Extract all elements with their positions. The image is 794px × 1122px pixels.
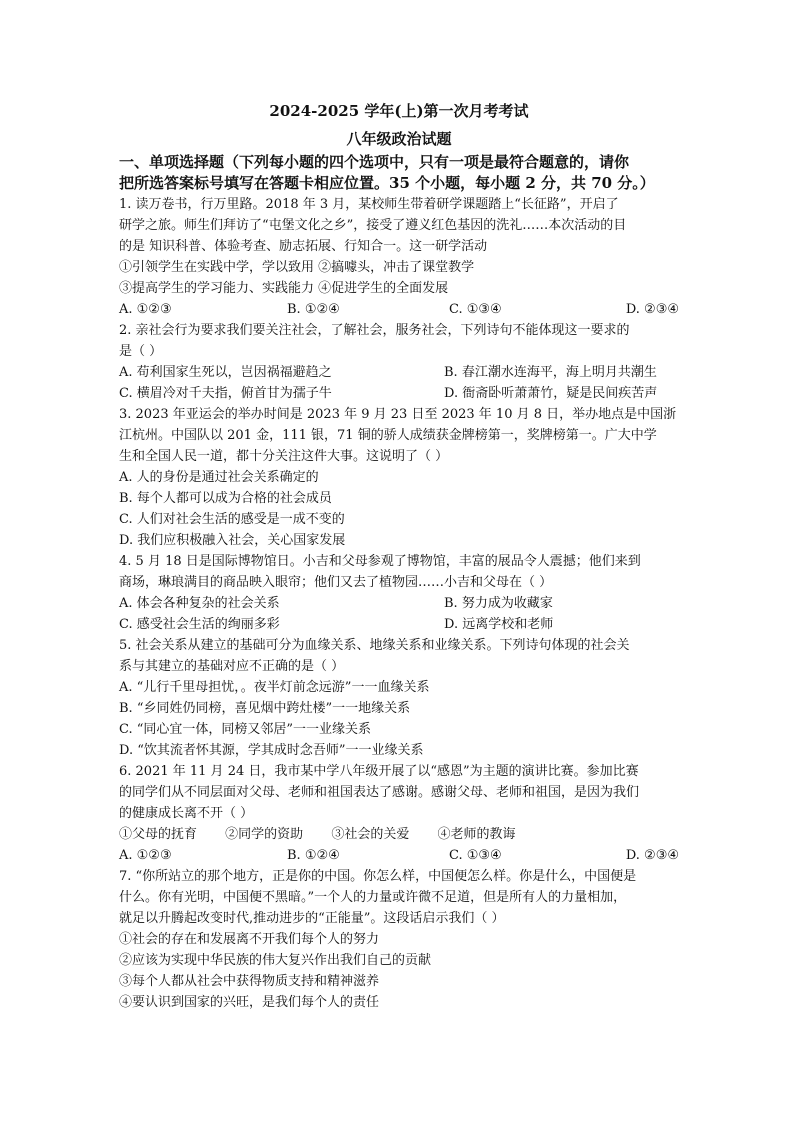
- question-6-items: [119, 824, 679, 845]
- option-b: B. ①②④: [287, 848, 340, 863]
- section-heading-line-1: 一、单项选择题（下列每小题的四个选项中，只有一项是最符合题意的，请你: [119, 153, 630, 171]
- option-c: C. ①③④: [449, 302, 502, 317]
- question-7-item-1: ①社会的存在和发展离不开我们每个人的努力: [119, 932, 380, 947]
- question-7-line-2: 什么。你有光明，中国便不黑暗。”一个人的力量或许微不足道，但是所有人的力量相加，: [119, 890, 627, 905]
- option-b: B. ①②④: [287, 302, 340, 317]
- option-c: C. 横眉冷对千夫指，俯首甘为孺子牛: [119, 386, 332, 401]
- option-a: A. 人的身份是通过社会关系确定的: [119, 470, 319, 485]
- question-6-line-1: 6. 2021 年 11 月 24 日，我市某中学八年级开展了以“感恩”为主题的演讲比赛。参加比赛: [119, 764, 639, 779]
- option-d: D. 我们应积极融入社会，关心国家发展: [119, 533, 346, 548]
- question-2-options-row-1: [119, 362, 679, 383]
- question-2-line-2: 是（ ）: [119, 344, 163, 359]
- exam-subtitle: 八年级政治试题: [346, 130, 452, 148]
- question-7-line-1: 7. “你所站立的那个地方，正是你的中国。你怎么样，中国便怎么样。你是什么，中国便是: [119, 869, 637, 884]
- item-3: ③社会的关爱: [331, 827, 410, 842]
- question-1-line-2: 研学之旅。师生们拜访了“屯堡文化之乡”，接受了遵义红色基因的洗礼……本次活动的目: [119, 218, 627, 233]
- question-2: [119, 320, 679, 404]
- question-5-line-2: 系与其建立的基础对应不正确的是（ ）: [119, 659, 345, 674]
- question-7: [119, 866, 679, 1013]
- exam-page: [119, 100, 679, 1013]
- question-7-item-4: ④要认识到国家的兴旺，是我们每个人的责任: [119, 995, 380, 1010]
- question-1-item-1: ①引领学生在实践中学，学以致用 ②搞噱头，冲击了课堂教学: [119, 260, 475, 275]
- question-3-line-2: 江杭州。中国队以 201 金，111 银，71 铜的骄人成绩获金牌榜第一，奖牌榜第一。广大中学: [119, 428, 657, 443]
- question-4-options-row-1: [119, 593, 679, 614]
- question-7-item-2: ②应该为实现中华民族的伟大复兴作出我们自己的贡献: [119, 953, 432, 968]
- question-6-options: [119, 845, 679, 866]
- item-1: ①父母的抚育: [119, 827, 198, 842]
- option-a: A. ①②③: [119, 302, 172, 317]
- question-7-line-3: 就足以升腾起改变时代,推动进步的“正能量”。这段话启示我们（ ）: [119, 911, 505, 926]
- question-2-line-1: 2. 亲社会行为要求我们要关注社会，了解社会，服务社会，下列诗句不能体现这一要求的: [119, 323, 630, 338]
- option-b: B. 每个人都可以成为合格的社会成员: [119, 491, 332, 506]
- question-4-line-1: 4. 5 月 18 日是国际博物馆日。小吉和父母参观了博物馆，丰富的展品令人震撼；他们来到: [119, 554, 641, 569]
- question-5: [119, 635, 679, 761]
- question-3-line-1: 3. 2023 年亚运会的举办时间是 2023 年 9 月 23 日至 2023 年 10 月 8 日，举办地点是中国浙: [119, 407, 677, 422]
- option-a: A. 苟利国家生死以，岂因祸福避趋之: [119, 365, 332, 380]
- question-3: [119, 404, 679, 551]
- option-b: B. 春江潮水连海平，海上明月共潮生: [444, 365, 657, 380]
- option-b: B. 努力成为收藏家: [444, 596, 553, 611]
- option-a: A. “儿行千里母担忧，。夜半灯前念远游”一一血缘关系: [119, 680, 430, 695]
- question-6-line-3: 的健康成长离不开（ ）: [119, 806, 254, 821]
- option-d: D. 远离学校和老师: [444, 617, 554, 632]
- question-1-options: [119, 299, 679, 320]
- question-4-options-row-2: [119, 614, 679, 635]
- question-2-options-row-2: [119, 383, 679, 404]
- question-1-item-2: ③提高学生的学习能力、实践能力 ④促进学生的全面发展: [119, 281, 449, 296]
- option-d: D. ②③④: [625, 848, 679, 863]
- question-3-line-3: 生和全国人民一道，都十分关注这件大事。这说明了（ ）: [119, 449, 449, 464]
- question-4: [119, 551, 679, 635]
- item-4: ④老师的教诲: [437, 827, 516, 842]
- question-6: [119, 761, 679, 866]
- section-heading-line-2: 把所选答案标号填写在答题卡相应位置。35 个小题，每小题 2 分，共 70 分。）: [119, 174, 655, 192]
- exam-title: 2024-2025 学年(上)第一次月考考试: [269, 102, 529, 120]
- item-2: ②同学的资助: [225, 827, 304, 842]
- option-a: A. 体会各种复杂的社会关系: [119, 596, 280, 611]
- question-5-line-1: 5. 社会关系从建立的基础可分为血缘关系、地缘关系和业缘关系。下列诗句体现的社会关: [119, 638, 630, 653]
- option-d: D. ②③④: [625, 302, 679, 317]
- option-d: D. “饮其流者怀其源，学其成时念吾师”一一业缘关系: [119, 743, 424, 758]
- question-7-item-3: ③每个人都从社会中获得物质支持和精神滋养: [119, 974, 380, 989]
- question-1-line-1: 1. 读万卷书，行万里路。2018 年 3 月，某校师生带着研学课题踏上“长征路”，开启了: [119, 197, 619, 212]
- question-6-line-2: 的同学们从不同层面对父母、老师和祖国表达了感谢。感谢父母、老师和祖国，是因为我们: [119, 785, 640, 800]
- option-c: C. “同心宜一体，同榜又邻居”一一业缘关系: [119, 722, 372, 737]
- question-4-line-2: 商场，琳琅满目的商品映入眼帘；他们又去了植物园……小吉和父母在（ ）: [119, 575, 553, 590]
- option-a: A. ①②③: [119, 848, 172, 863]
- question-1-line-3: 的是 知识科普、体验考查、励志拓展、行知合一。这一研学活动: [119, 239, 488, 254]
- option-d: D. 衙斋卧听萧萧竹，疑是民间疾苦声: [444, 386, 658, 401]
- question-1: [119, 194, 679, 320]
- option-c: C. 感受社会生活的绚丽多彩: [119, 617, 280, 632]
- option-c: C. 人们对社会生活的感受是一成不变的: [119, 512, 345, 527]
- option-b: B. “乡同姓仍同榜，喜见烟中跨灶楼”一一地缘关系: [119, 701, 411, 716]
- option-c: C. ①③④: [449, 848, 502, 863]
